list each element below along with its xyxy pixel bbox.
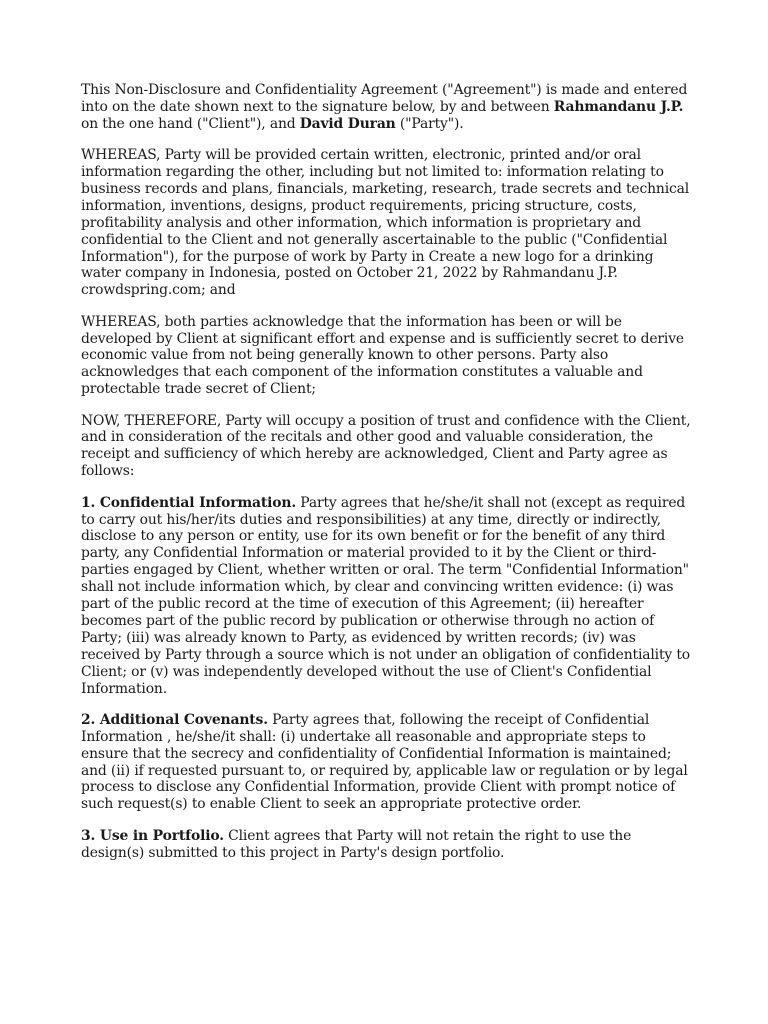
- therefore-paragraph: NOW, THEREFORE, Party will occupy a position of trust and confidence with the Client, and in consideration of the recitals and other good and valuable consideration, the receipt and sufficiency of which hereby are acknowledged, Client and Party agree as follows:: [81, 412, 691, 480]
- section-body: Party agrees that he/she/it shall not (except as required to carry out his/her/its duties and responsibilities) at any time, directly or indirectly, disclose to any person or entity, use for its own benefit or for the benefit of any third party, any Confidential Information or material provided to it by the Client or third-parties engaged by Client, whether written or oral. The term "Confidential Information" shall not include information which, by clear and convincing written evidence: (i) was part of the public record at the time of execution of this Agreement; (ii) hereafter becomes part of the public record by publication or otherwise through no action of Party; (iii) was already known to Party, as evidenced by written records; (iv) was received by Party through a source which is not under an obligation of confidentiality to Client; or (v) was independently developed without the use of Client's Confidential Information.: [81, 494, 691, 697]
- intro-text-3: ("Party").: [395, 115, 464, 132]
- section-heading: 1. Confidential Information.: [81, 494, 297, 511]
- intro-text-1: This Non-Disclosure and Confidentiality Agreement ("Agreement") is made and entered into on the date shown next to the signature below, by and between: [81, 82, 688, 115]
- section-confidential-information: [81, 495, 693, 698]
- section-heading: 2. Additional Covenants.: [81, 711, 268, 728]
- section-heading: 3. Use in Portfolio.: [81, 827, 224, 844]
- agreement-page: [81, 82, 693, 876]
- section-use-in-portfolio: [81, 828, 693, 862]
- whereas-paragraph-1: WHEREAS, Party will be provided certain written, electronic, printed and/or oral information regarding the other, including but not limited to: information relating to business records and plans, financials, marketing, research, trade secrets and technical information, inventions, designs, product requirements, pricing structure, costs, profitability analysis and other information, which information is proprietary and confidential to the Client and not generally ascertainable to the public ("Confidential Information"), for the purpose of work by Party in Create a new logo for a drinking water company in Indonesia, posted on October 21, 2022 by Rahmandanu J.P. crowdspring.com; and: [81, 147, 690, 299]
- section-body: Party agrees that, following the receipt of Confidential Information , he/she/it shall: (i) undertake all reasonable and appropriate steps to ensure that the secrecy and confidentiality of Confidential Information is maintained; and (ii) if requested pursuant to, or required by, applicable law or regulation or by legal process to disclose any Confidential Information, provide Client with prompt notice of such request(s) to enable Client to seek an appropriate protective order.: [81, 711, 688, 813]
- intro-text-2: on the one hand ("Client"), and: [81, 115, 300, 132]
- section-additional-covenants: [81, 712, 693, 813]
- client-name: Rahmandanu J.P.: [553, 98, 684, 115]
- section-body: Client agrees that Party will not retain the right to use the design(s) submitted to this project in Party's design portfolio.: [81, 827, 632, 861]
- intro-paragraph: [81, 82, 693, 133]
- whereas-paragraph-2: WHEREAS, both parties acknowledge that the information has been or will be developed by Client at significant effort and expense and is sufficiently secret to derive economic value from not being generally known to other persons. Party also acknowledges that each component of the information constitutes a valuable and protectable trade secret of Client;: [81, 313, 684, 398]
- party-name: David Duran: [299, 115, 396, 132]
